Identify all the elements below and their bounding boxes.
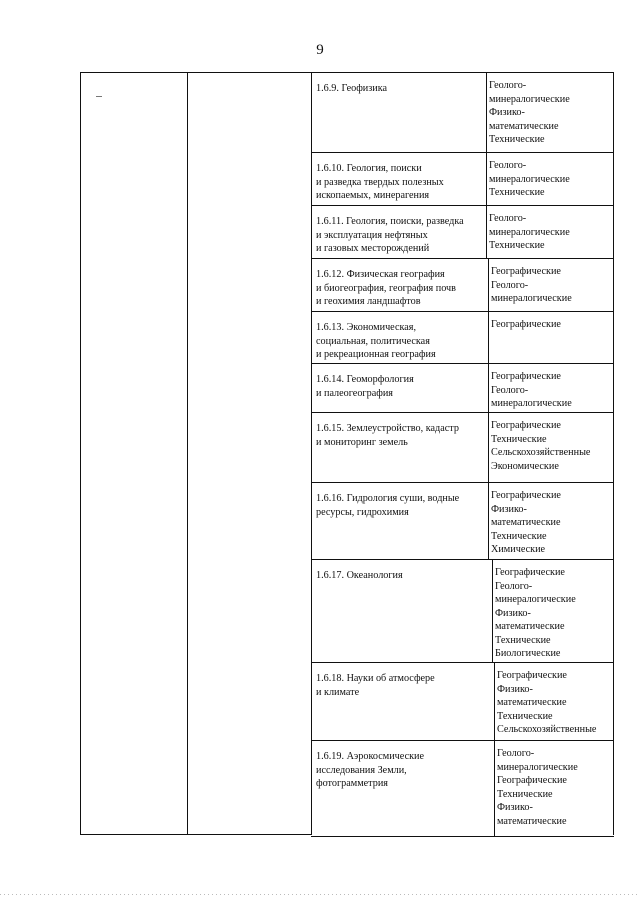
science-branches: Геолого- минералогические Технические: [489, 213, 570, 251]
table-row: [311, 311, 614, 364]
specialty-name: 1.6.15. Землеустройство, кадастр и мониторинг земель: [316, 423, 459, 448]
table-border-bottom: [80, 834, 311, 835]
table-row: [311, 72, 614, 153]
table-row: [311, 205, 614, 259]
science-branches: Геолого- минералогические Физико- математические Технические: [489, 80, 570, 145]
specialty-name: 1.6.10. Геология, поиски и разведка твердых полезных ископаемых, минерагения: [316, 163, 444, 201]
table-row: [311, 559, 614, 663]
science-branches: Геолого- минералогические Географические Технические Физико- математические: [497, 748, 578, 827]
page-number: 9: [316, 42, 324, 58]
row-column-divider: [492, 560, 493, 663]
table-border-top: [80, 72, 311, 73]
specialty-name: 1.6.9. Геофизика: [316, 83, 388, 94]
row-column-divider: [486, 153, 487, 206]
specialty-name: 1.6.17. Океанология: [316, 570, 403, 581]
table-row: [311, 363, 614, 413]
specialty-name: 1.6.13. Экономическая, социальная, политическая и рекреационная география: [316, 322, 436, 360]
row-column-divider: [488, 312, 489, 364]
table-row: [311, 482, 614, 560]
row-column-divider: [494, 663, 495, 741]
row-column-divider: [488, 413, 489, 483]
specialty-name: 1.6.11. Геология, поиски, разведка и эксплуатация нефтяных и газовых месторождений: [316, 216, 464, 254]
row-column-divider: [494, 741, 495, 836]
table-row: [311, 152, 614, 206]
science-branches: Географические Физико- математические Технические Сельскохозяйственные: [497, 670, 597, 735]
science-branches: Географические: [491, 319, 561, 330]
specialty-name: 1.6.18. Науки об атмосфере и климате: [316, 673, 435, 698]
table-border-left: [80, 72, 81, 835]
row-column-divider: [486, 73, 487, 153]
table-row: [311, 662, 614, 741]
science-branches: Географические Физико- математические Технические Химические: [491, 490, 561, 555]
specialties-table: [80, 72, 614, 835]
specialty-name: 1.6.14. Геоморфология и палеогеография: [316, 374, 414, 399]
row-column-divider: [486, 206, 487, 259]
specialty-name: 1.6.19. Аэрокосмические исследования Земли, фотограмметрия: [316, 751, 425, 789]
science-branches: Геолого- минералогические Технические: [489, 160, 570, 198]
row-column-divider: [488, 483, 489, 560]
table-row: [311, 412, 614, 483]
row-column-divider: [488, 364, 489, 413]
table-row: [311, 740, 614, 837]
scan-artifact: [0, 894, 640, 895]
row-column-divider: [488, 259, 489, 312]
specialty-name: 1.6.16. Гидрология суши, водные ресурсы, гидрохимия: [316, 493, 460, 518]
specialty-name: 1.6.12. Физическая география и биогеография, география почв и геохимия ландшафтов: [316, 269, 456, 307]
science-branches: Географические Технические Сельскохозяйственные Экономические: [491, 420, 591, 472]
table-row: [311, 258, 614, 312]
science-branches: Географические Геолого- минералогические: [491, 266, 572, 304]
science-branches: Географические Геолого- минералогические Физико- математические Технические Биологические: [495, 567, 576, 659]
science-branches: Географические Геолого- минералогические: [491, 371, 572, 409]
column-divider-1: [187, 72, 188, 835]
